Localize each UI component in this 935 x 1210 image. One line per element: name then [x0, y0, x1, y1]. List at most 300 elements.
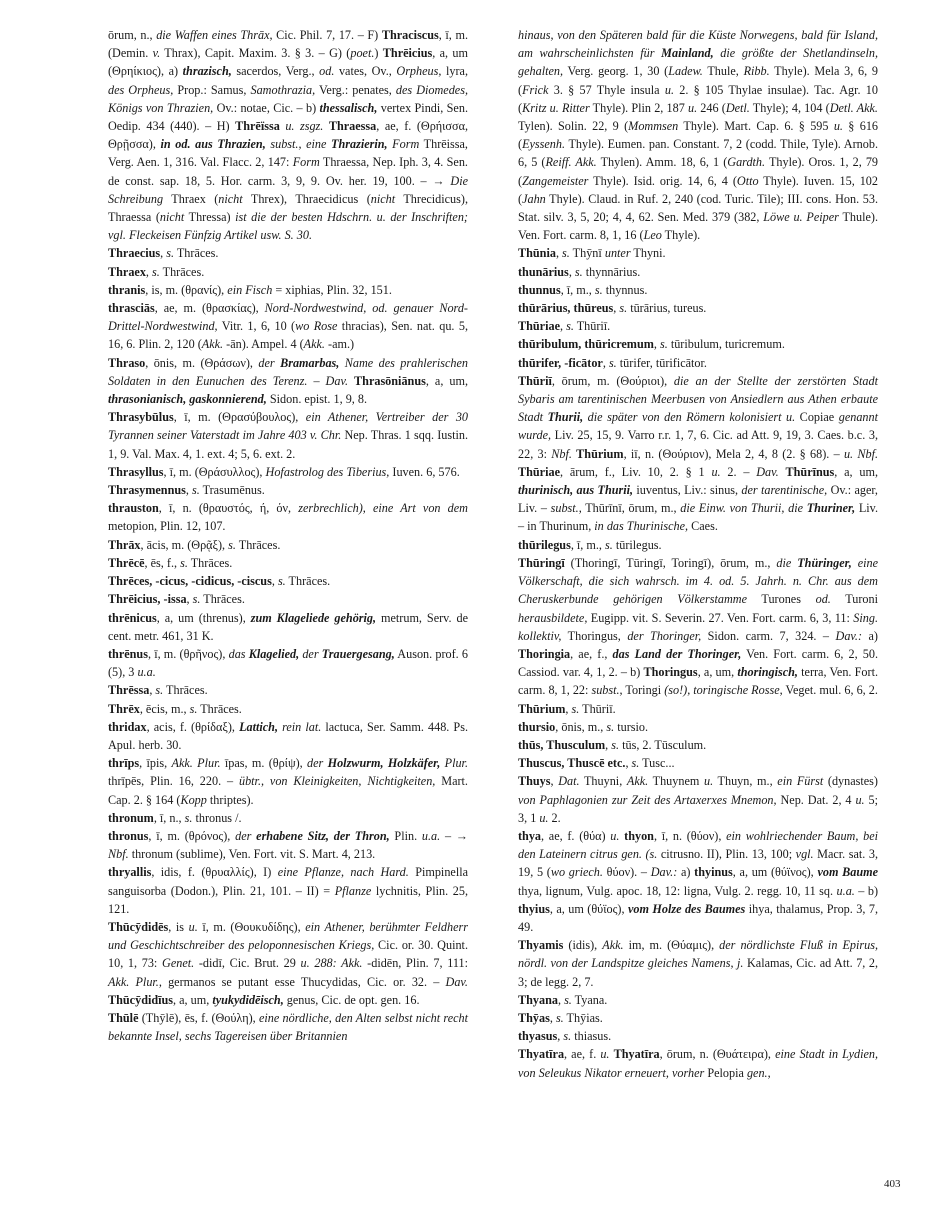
entry-text: Thuscus, Thuscē etc. — [518, 756, 626, 771]
entry-text: das — [228, 646, 249, 661]
entry-text: Thrasōniānus — [354, 373, 426, 388]
entry-text: thrauston — [108, 501, 159, 516]
dictionary-entry — [518, 1045, 878, 1081]
entry-text: s. — [605, 537, 613, 552]
entry-text: ) — [374, 46, 383, 61]
entry-text: Akk. — [201, 337, 224, 352]
dictionary-entry — [108, 354, 468, 409]
dictionary-entry — [108, 700, 468, 718]
entry-text: , ī, n. (θύον), — [653, 828, 727, 843]
entry-text: u.a. — [836, 883, 855, 898]
entry-text: , ī, m. (Demin. — [108, 28, 468, 61]
entry-text: thridax — [108, 719, 147, 734]
entry-text: , — [549, 1010, 556, 1025]
entry-text: u. — [600, 1047, 610, 1062]
left-column — [108, 26, 468, 1045]
entry-text: Dav.: — [650, 865, 678, 880]
entry-text: eine Pflanze, nach Hard. — [277, 865, 409, 880]
entry-text: Thrēx — [108, 701, 140, 716]
entry-text: s. — [277, 574, 286, 589]
entry-text: genannt wurde, — [518, 410, 878, 443]
entry-text: thunnus — [518, 282, 561, 297]
dictionary-entry — [108, 26, 468, 244]
entry-text: Trasumēnus. — [199, 483, 265, 498]
entry-text: Turoni — [830, 592, 878, 607]
entry-text: tursio. — [614, 719, 649, 734]
dictionary-entry — [108, 281, 468, 299]
right-column — [518, 26, 878, 1082]
entry-text: 2. – — [720, 464, 757, 479]
entry-text: der — [307, 756, 328, 771]
entry-text: , is — [168, 919, 189, 934]
entry-text: eine Stadt in Lydien, von Seleukus Nikator erneuert, vorher — [518, 1047, 879, 1080]
entry-text: Thūlē — [108, 1010, 139, 1025]
entry-text: metopion, Plin. 12, 107. — [108, 519, 226, 534]
dictionary-entry — [108, 263, 468, 281]
dictionary-entry — [108, 863, 468, 918]
entry-text: vates, Ov., — [334, 64, 397, 79]
entry-text: Thressa) — [184, 210, 236, 225]
entry-text: -didēn, Plin. 7, 111: — [362, 956, 468, 971]
entry-text: Thuys — [518, 774, 551, 789]
entry-text: Nbf. — [108, 847, 129, 862]
entry-text: , ī, m. (Θρασύβουλος), — [173, 410, 306, 425]
entry-text: Thraecius — [108, 246, 161, 261]
entry-text: ein Athener, Vertreiber der 30 Tyrannen seiner Vaterstadt im Jahre 403 v. Chr. — [108, 410, 469, 443]
entry-text: Veget. mul. 6, 6, 2. — [782, 683, 878, 698]
entry-text: s. — [555, 1010, 564, 1025]
entry-text: s. — [192, 592, 201, 607]
entry-text: s. — [566, 319, 574, 334]
page-number: 403 — [884, 1178, 901, 1190]
entry-text: Thüringer, — [797, 555, 852, 570]
entry-text: Thūriī. — [579, 701, 616, 716]
entry-text: , — [568, 264, 575, 279]
dictionary-entry — [518, 736, 878, 754]
entry-text: , — [185, 483, 192, 498]
entry-text: der — [299, 646, 322, 661]
entry-text: , ōrum, n. (Θυάτειρα), — [659, 1047, 776, 1062]
dictionary-entry — [108, 463, 468, 481]
entry-text: vgl. — [795, 847, 814, 862]
entry-text: Thoringus, — [561, 628, 628, 643]
entry-text: Thule, — [702, 64, 744, 79]
dictionary-entry — [518, 718, 878, 736]
entry-text: zerbrechlich), eine Art von dem — [298, 501, 468, 516]
entry-text: sacerdos, Verg., — [231, 64, 320, 79]
entry-text: Thūnia — [518, 246, 556, 261]
entry-text: , ēs, f., — [144, 555, 181, 570]
entry-text: Thrēssa — [108, 683, 150, 698]
entry-text: thrīpēs, Plin. 16, 220. – — [108, 774, 239, 789]
entry-text: Thyatīra — [613, 1047, 660, 1062]
entry-text: Lattich, — [239, 719, 278, 734]
entry-text: , — [145, 264, 153, 279]
entry-text: , a, um (Θρηίκιος), a) — [108, 46, 468, 79]
entry-text: wo griech. — [550, 865, 603, 880]
entry-text: Vitr. 1, 6, 10 ( — [217, 319, 296, 334]
entry-text: Leo — [643, 228, 662, 243]
entry-text: die Waffen eines Thrāx, — [156, 28, 273, 42]
entry-text: Thrāces. — [174, 246, 219, 261]
entry-text: Thyle). Iuven. 15, 102 ( — [518, 173, 878, 206]
entry-text: tūrilegus. — [612, 537, 662, 552]
entry-text: Gardth. — [727, 155, 766, 170]
entry-text: (so!), toringische Rosse, — [664, 683, 783, 698]
dictionary-entry — [518, 991, 878, 1009]
entry-text: Macr. sat. 3, 19, 5 ( — [518, 847, 878, 880]
entry-text: thrasonianisch, gaskonnierend, — [108, 392, 267, 407]
entry-text: Dav. — [756, 464, 779, 479]
entry-text: der Thoringer, — [627, 628, 702, 643]
entry-text: , a, um, — [425, 373, 468, 388]
entry-text: u. — [703, 774, 714, 789]
entry-text: Nep. Thras. 1 sqq. Iustin. 1, 9. Val. Max. 4, 1. ext. 4; 5, 6. ext. 2. — [108, 428, 468, 461]
entry-text: Jahn — [522, 191, 546, 206]
entry-text: u. — [539, 810, 549, 825]
entry-text: iuventus, Liv.: sinus, — [633, 483, 742, 498]
entry-text: Thrāces. — [187, 555, 233, 570]
entry-text: Thūrīnus — [785, 464, 835, 479]
entry-text: (idis), — [563, 938, 603, 953]
entry-text: thūrifer, -ficātor — [518, 355, 603, 370]
entry-text: in od. aus Thrazien, — [160, 137, 266, 152]
entry-text: Thrēces, -cicus, -cidicus, -ciscus — [108, 574, 272, 589]
entry-text: Thyle). Mart. Cap. 6. § 595 — [678, 119, 834, 134]
entry-text: s. — [189, 701, 198, 716]
entry-text: Sing. kollektiv, — [518, 610, 878, 643]
entry-text: -ān). Ampel. 4 ( — [223, 337, 304, 352]
entry-text: thronus — [108, 828, 149, 843]
entry-text: thūrilegus — [518, 537, 571, 552]
entry-text: , — [557, 992, 565, 1007]
entry-text: rein lat. — [278, 719, 322, 734]
entry-text: u. — [610, 828, 620, 843]
entry-text: , — [555, 246, 563, 261]
entry-text: Nbf. — [551, 446, 572, 461]
dictionary-entry — [518, 700, 878, 718]
entry-text: Thūriae — [518, 319, 560, 334]
entry-text: s. — [152, 264, 160, 279]
entry-text: thrēnus — [108, 646, 148, 661]
dictionary-entry — [108, 299, 468, 354]
entry-text: īpas, m. (θρίψ), — [220, 756, 308, 771]
entry-text: die Einw. von Thurii, die — [680, 501, 807, 516]
entry-text: Thūrium — [518, 701, 566, 716]
entry-text: Thuynem — [648, 774, 704, 789]
entry-text: Thoringus — [643, 665, 698, 680]
entry-text: , a, um (threnus), — [156, 610, 251, 625]
entry-text: Akk. — [602, 938, 624, 953]
entry-text: der — [235, 828, 257, 843]
entry-text: Die Schreibung — [108, 173, 468, 206]
entry-text: , ī, m. (θρῆνος), — [147, 646, 229, 661]
entry-text: das Land der Thoringer, — [612, 646, 742, 661]
entry-text: , ae, f. — [564, 1047, 601, 1062]
entry-text: Thraessa — [328, 119, 377, 134]
entry-text: Thrāces. — [285, 574, 331, 589]
entry-text: u.a. — [137, 665, 156, 680]
entry-text: Thȳias. — [563, 1010, 603, 1025]
entry-text: s. — [619, 301, 628, 316]
entry-text: Plin. — [389, 828, 422, 843]
entry-text: , — [550, 774, 559, 789]
entry-text: thrēnicus — [108, 610, 157, 625]
entry-text: wo Rose — [295, 319, 338, 334]
entry-text: , ae, f. (θύα) — [541, 828, 611, 843]
entry-text: u. — [711, 464, 721, 479]
dictionary-entry — [518, 317, 878, 335]
entry-text: ein Fisch — [227, 282, 273, 297]
entry-text: , ēcis, m., — [139, 701, 190, 716]
entry-text: , — [602, 355, 609, 370]
entry-text: , a, um, — [834, 464, 879, 479]
entry-text: der — [258, 355, 281, 370]
entry-text: , ī, n. (θραυστός, ή, όν, — [158, 501, 299, 516]
entry-text: u. — [687, 100, 698, 115]
entry-text: Thrāx — [108, 537, 141, 552]
entry-text: , ī, n., — [153, 810, 185, 825]
entry-text: , ōnis, m., — [555, 719, 607, 734]
entry-text: , ācis, m. (Θρᾷξ), — [140, 537, 229, 552]
entry-text: Thyle). Plin 2, 187 — [589, 100, 688, 115]
entry-text: thronus /. — [192, 810, 242, 825]
entry-text: Mommsen — [628, 119, 679, 134]
entry-text: θύον). – — [602, 865, 651, 880]
entry-text: Ladew. — [668, 64, 703, 79]
entry-text: Mainland, — [661, 46, 714, 61]
entry-text: Eyssenh. — [522, 137, 566, 152]
entry-text: , — [149, 683, 156, 698]
entry-text: terra, Ven. Fort. carm. 8, 1, 22: — [518, 665, 879, 698]
entry-text: subst., eine — [265, 137, 332, 152]
entry-text: Verg.: penates, — [315, 82, 396, 97]
entry-text: thronum — [108, 810, 154, 825]
entry-text: u. zsgz. — [285, 119, 324, 134]
entry-text: ein Athener, berühmter Feldherr und Geschichtschreiber des peloponnesischen Kriegs, — [108, 919, 468, 953]
entry-text: Turones — [747, 592, 816, 607]
entry-text: thranis — [108, 282, 146, 297]
entry-text: Thrazierin, — [331, 137, 388, 152]
entry-text: die später von den Römern kolonisiert u. — [583, 410, 796, 425]
entry-text: Thūriī. — [573, 319, 611, 334]
entry-text: Thūriae — [518, 464, 560, 479]
entry-text: hinaus, von den Späteren bald für die Küste Norwegens, bald für Island, am wahrscheinlichsten für — [518, 28, 878, 61]
entry-text: , ōnis, m. (Θράσων), — [145, 355, 259, 370]
entry-text: Sidon. carm. 7, 324. – — [701, 628, 836, 643]
entry-text: Thraciscus — [381, 28, 439, 42]
entry-text: des Diomedes, Königs von Thrazien, — [108, 82, 468, 115]
dictionary-entry — [108, 918, 468, 1009]
entry-text: thryallis — [108, 865, 152, 880]
dictionary-entry — [108, 827, 468, 863]
entry-text: Thūringī — [518, 555, 565, 570]
entry-text: Thrāces. — [159, 264, 205, 279]
entry-text: Cic. Phil. 7, 17. – F) — [272, 28, 382, 42]
entry-text: die größte der Shetlandinseln, gehalten, — [518, 46, 878, 79]
dictionary-entry — [518, 281, 878, 299]
entry-text: eine Völkerschaft, die sich wahrsch. im 4. od. 5. Jahrh. n. Chr. aus dem Cheruskerbunde gehörigen Völkerstamme — [518, 555, 878, 607]
entry-text: Iuven. 6, 576. — [389, 464, 460, 479]
entry-text: Dav.: — [835, 628, 863, 643]
entry-text: thiasus. — [571, 1029, 612, 1044]
entry-text: Zangemeister — [522, 173, 589, 188]
entry-text: eine nördliche, den Alten selbst nicht recht bekannte Insel, sechs Tagereisen über Britannien — [108, 1010, 468, 1044]
entry-text: Eugipp. vit. S. Severin. 27. Ven. Fort. carm. 6, 3, 11: — [587, 610, 854, 625]
entry-text: , īpis, — [139, 756, 172, 771]
entry-text: Thyle); 4, 104 ( — [749, 100, 830, 115]
entry-text: thessalisch, — [319, 100, 378, 115]
entry-text: u. Nbf. — [843, 446, 878, 461]
entry-text: Thyle). Claud. in Ruf. 2, 240 (cod. Turic. Tile); III. cons. Hon. 53. Stat. silv. 3, 5, 20; 4, 4, 62. Sen. Med. 379 (382, — [518, 191, 878, 225]
entry-text: Thrāces. — [197, 701, 242, 716]
entry-text: Tusc... — [639, 756, 675, 771]
entry-text: Copiae — [795, 410, 839, 425]
entry-text: thynnārius. — [582, 264, 641, 279]
entry-text: , acis, f. (θρίδαξ), — [146, 719, 240, 734]
entry-text: s. — [594, 282, 603, 297]
entry-text: Thyle). Eumen. pan. Constant. 7, 2 (codd. Thile, Tyle). Arnob. 6, 5 ( — [518, 137, 878, 170]
entry-text: citrusno. II), Plin. 13, 100; — [657, 847, 796, 862]
entry-text: s. — [571, 701, 580, 716]
entry-text: thronum (sublime), Ven. Fort. vit. S. Mart. 4, 213. — [128, 847, 376, 862]
entry-text: , — [613, 301, 620, 316]
dictionary-entry — [518, 335, 878, 353]
entry-text: Thrāces. — [163, 683, 208, 698]
entry-text: Plur. — [440, 756, 468, 771]
entry-text: , is, m. (θρανίς), — [145, 282, 228, 297]
entry-text: des Orpheus, — [108, 82, 174, 97]
entry-text: , ae, f., — [570, 646, 613, 661]
entry-text: s. — [659, 337, 668, 352]
entry-text: , — [653, 337, 660, 352]
entry-text: Genet. — [162, 956, 195, 971]
entry-text: s. — [562, 246, 570, 261]
entry-text: ōrum, n., — [108, 28, 157, 42]
entry-text: s. — [611, 737, 620, 752]
entry-text: unter — [604, 246, 631, 261]
entry-text: Thyamis — [518, 938, 564, 953]
entry-text: Thȳnī — [569, 246, 605, 261]
entry-text: s. — [184, 810, 193, 825]
entry-text: Mart. Cap. 2. § 164 ( — [108, 774, 468, 807]
entry-text: im, m. (Θύαμις), — [623, 938, 720, 953]
entry-text: thynnus. — [602, 282, 648, 297]
entry-text — [779, 465, 786, 479]
entry-text: Caes. — [688, 519, 718, 534]
entry-text: metrum, Serv. de cent. metr. 461, 31 K. — [108, 610, 468, 643]
dictionary-entry — [108, 754, 468, 809]
entry-text: Thyle). — [661, 228, 701, 243]
entry-text: thūs, Thusculum — [518, 737, 606, 752]
entry-text: Tylen). Solin. 22, 9 ( — [518, 119, 629, 134]
dictionary-entry — [518, 554, 878, 700]
entry-text: 2. — [548, 810, 561, 825]
entry-text: die an der Stellte der zerstörten Stadt Sybaris am tarentinischen Meerbusen von Ansiedlern aus Athen erbaute Stadt — [518, 373, 878, 425]
entry-text: thyon — [624, 828, 654, 843]
entry-text: Pflanze — [334, 883, 372, 898]
entry-text: (Thoringī, Tūringī, Toringī), ōrum, m., — [564, 555, 777, 570]
entry-text: lactuca, Ser. Samm. 448. Ps. Apul. herb. 30. — [108, 719, 469, 752]
entry-text: , ī, m., — [560, 282, 595, 297]
dictionary-entry — [108, 244, 468, 262]
dictionary-entry — [108, 609, 468, 645]
dictionary-entry — [518, 1009, 878, 1027]
entry-text: der tarentinische, — [741, 483, 828, 498]
entry-text: u. — [855, 792, 865, 807]
entry-text: genus, Cic. de opt. gen. 16. — [283, 992, 420, 1007]
dictionary-entry — [108, 408, 468, 463]
entry-text: Kritz u. Ritter — [522, 100, 590, 115]
entry-text: Threcidicus), Thraessa ( — [108, 191, 468, 225]
entry-text: Thūrium — [576, 446, 624, 461]
entry-text: Thrasybūlus — [108, 410, 174, 425]
entry-text: Thūcȳdidīus — [108, 992, 174, 1007]
dictionary-entry — [518, 263, 878, 281]
entry-text: subst., — [550, 501, 582, 516]
entry-text: § 616 ( — [518, 119, 878, 152]
entry-text: , ī, m. (Θράσυλλος), — [163, 464, 266, 479]
entry-text: zum Klageliede gehörig, — [250, 610, 377, 625]
entry-text: s. — [564, 992, 572, 1007]
entry-text: Thrāces. — [200, 592, 245, 607]
entry-text: Ribb. — [743, 64, 770, 79]
entry-text: Detl. Akk. — [829, 100, 878, 115]
entry-text: Thūriī — [518, 373, 552, 388]
dictionary-entry — [108, 681, 468, 699]
entry-text: Holzwurm, Holzkäfer, — [327, 756, 441, 771]
dictionary-entry — [108, 554, 468, 572]
entry-text: Akk. — [626, 774, 649, 789]
entry-text: s. — [180, 555, 188, 570]
entry-text: ein Fürst — [777, 774, 824, 789]
entry-text: Thyle). Mela 3, 6, 9 ( — [518, 64, 878, 97]
entry-text: Prop.: Samus, — [173, 82, 251, 97]
entry-text: germanos se putant esse Thucydidas, Cic. or. 32. – — [161, 974, 446, 989]
entry-text: (dynastes) — [823, 774, 878, 789]
dictionary-entry — [108, 1009, 468, 1045]
entry-text: thursio — [518, 719, 556, 734]
entry-text: – b) — [854, 883, 878, 898]
entry-text: Name des prahlerischen Soldaten in den Eunuchen des Terenz. – Dav. — [108, 355, 468, 388]
entry-text: , ae, m. (θρασκίας), — [154, 301, 265, 316]
dictionary-entry — [518, 1027, 878, 1045]
entry-text: Thyle). Oros. 1, 2, 79 ( — [518, 155, 879, 188]
entry-text: Thrēicius — [382, 46, 433, 61]
entry-text: thya — [518, 828, 542, 843]
entry-text: s. — [574, 264, 583, 279]
entry-text: Thuyn, m., — [713, 774, 778, 789]
entry-text: Ven. Fort. carm. 6, 2, 50. Cassiod. var. 4, 1, 2. – b) — [518, 646, 878, 680]
entry-text: , ārum, f., Liv. 10, 2. § 1 — [559, 464, 712, 479]
entry-text: Trauergesang, — [321, 646, 395, 661]
entry-text: s. — [166, 246, 175, 261]
entry-text: od. — [815, 592, 831, 607]
entry-text: Reiff. Akk. — [545, 155, 597, 170]
entry-text: , — [605, 737, 612, 752]
entry-text: Bramarbas, — [280, 355, 340, 370]
entry-text: thūribulum, thūricremum — [518, 337, 654, 352]
entry-text: s. — [191, 483, 200, 498]
entry-text: Akk. Plur. — [171, 756, 221, 771]
entry-text: Thyle). Isid. orig. 14, 6, 4 ( — [588, 173, 737, 188]
entry-text: u. 288: Akk. — [300, 956, 363, 971]
entry-text: Ov.: ager, Liv. – — [518, 483, 878, 516]
entry-text: od. — [319, 64, 335, 79]
entry-text: Thraessa, Nep. Iph. 3, 4. Sen. de const. sap. 18, 5. Hor. carm. 3, 9, 9. Ov. her. 19, 100. – → — [108, 155, 468, 188]
entry-text: 246 ( — [697, 100, 726, 115]
dictionary-entry — [108, 645, 468, 681]
